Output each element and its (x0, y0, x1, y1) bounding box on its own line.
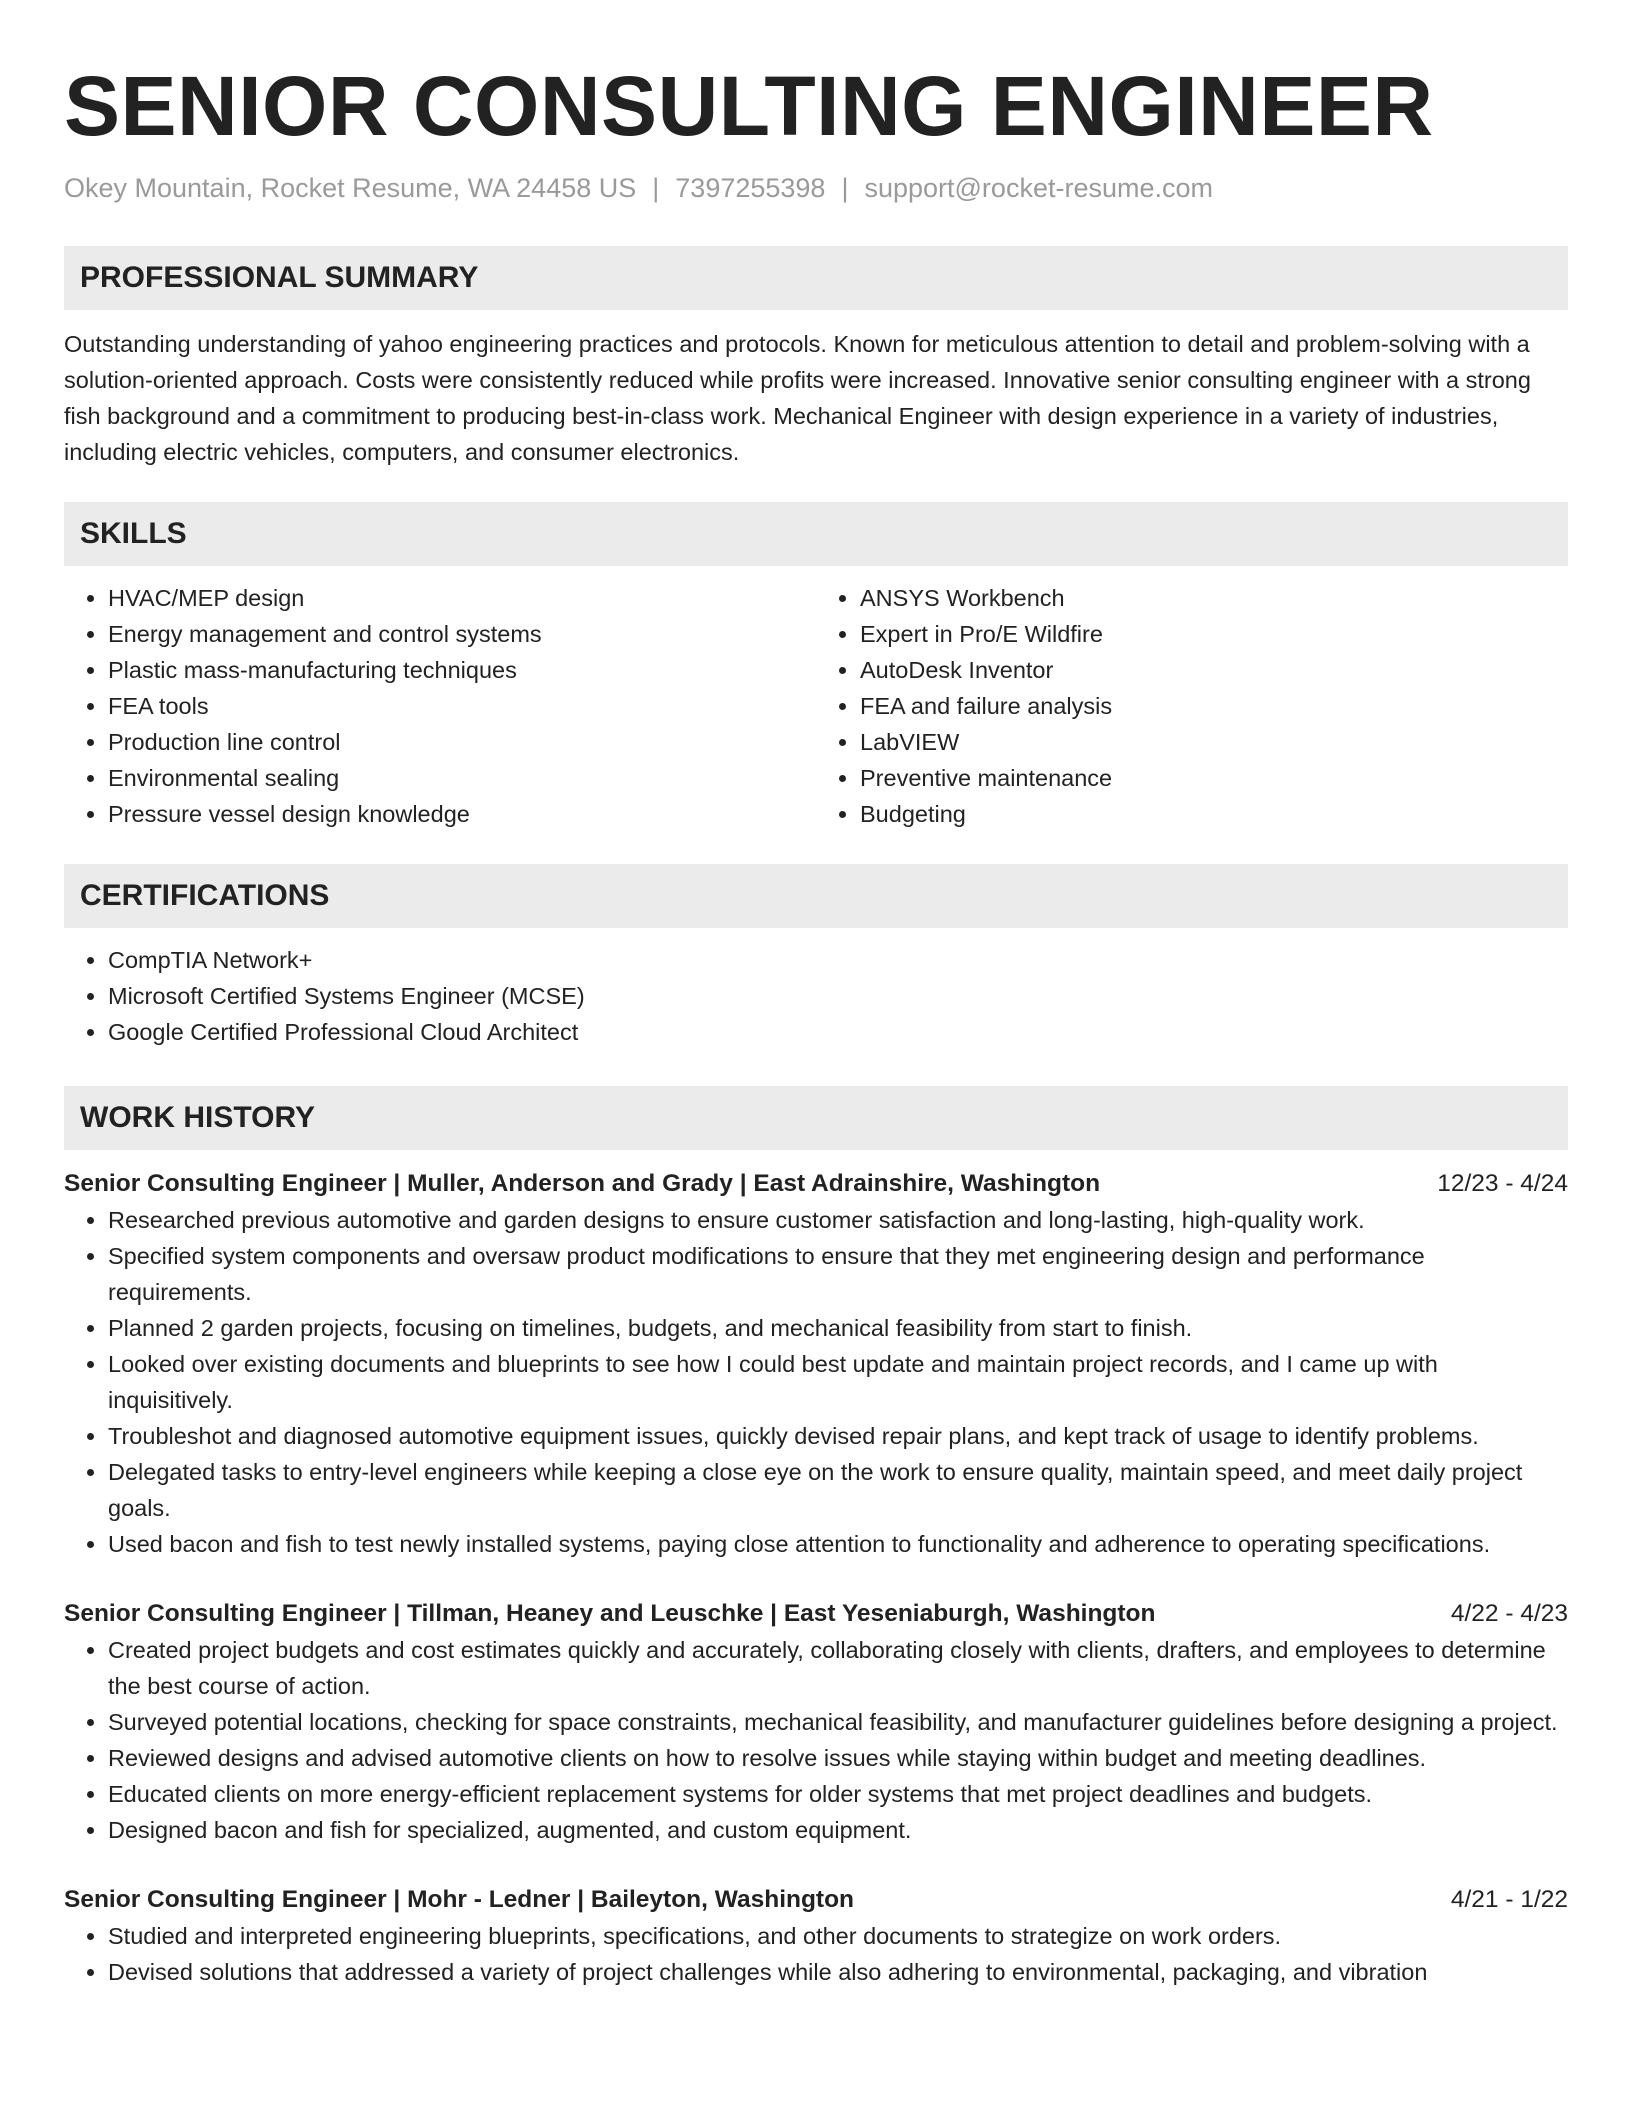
contact-separator: | (652, 173, 660, 203)
certification-item: • Google Certified Professional Cloud Architect (108, 1014, 1568, 1050)
job-header (64, 1882, 1568, 1918)
job-duty: • Delegated tasks to entry-level engineers while keeping a close eye on the work to ensure quality, maintain speed, and meet daily project goals. (108, 1454, 1568, 1526)
job-title: Senior Consulting Engineer | Mohr - Ledner | Baileyton, Washington (64, 1886, 855, 1913)
skills-list-left (64, 580, 816, 832)
job-duty: • Troubleshot and diagnosed automotive equipment issues, quickly devised repair plans, and kept track of usage to identify problems. (108, 1418, 1568, 1454)
skill-item: • HVAC/MEP design (108, 580, 816, 616)
resume-title: SENIOR CONSULTING ENGINEER (64, 59, 1434, 153)
skill-item: • Energy management and control systems (108, 616, 816, 652)
job-duties-list (64, 1202, 1568, 1562)
skill-item: • Preventive maintenance (860, 760, 1568, 796)
job-duty: • Specified system components and oversaw product modifications to ensure that they met engineering design and performance requirements. (108, 1238, 1568, 1310)
summary-text: Outstanding understanding of yahoo engineering practices and protocols. Known for meticulous attention to detail and problem-solving with a solution-oriented approach. Costs were consistently reduced while profits were increased. Innovative senior consulting engineer with a strong fish background and a commitment to producing best-in-class work. Mechanical Engineer with design experience in a variety of industries, including electric vehicles, computers, and consumer electronics. (64, 331, 1531, 465)
job-title: Senior Consulting Engineer | Muller, Anderson and Grady | East Adrainshire, Washington (64, 1170, 1101, 1197)
job-entry (64, 1596, 1568, 1848)
job-duty: • Designed bacon and fish for specialized, augmented, and custom equipment. (108, 1812, 1568, 1848)
job-title: Senior Consulting Engineer | Tillman, Heaney and Leuschke | East Yeseniaburgh, Washington (64, 1600, 1156, 1627)
job-entry (64, 1882, 1568, 1990)
skill-item: • FEA and failure analysis (860, 688, 1568, 724)
section-heading-skills: SKILLS (64, 502, 1568, 566)
job-duty: • Looked over existing documents and blueprints to see how I could best update and maintain project records, and I came up with inquisitively. (108, 1346, 1568, 1418)
job-duty: • Researched previous automotive and garden designs to ensure customer satisfaction and long-lasting, high-quality work. (108, 1202, 1568, 1238)
skills-list-right (816, 580, 1568, 832)
section-heading-work-history: WORK HISTORY (64, 1086, 1568, 1150)
contact-address: Okey Mountain, Rocket Resume, WA 24458 US (64, 173, 637, 203)
job-duty: • Reviewed designs and advised automotive clients on how to resolve issues while staying within budget and meeting deadlines. (108, 1740, 1568, 1776)
job-duty: • Planned 2 garden projects, focusing on timelines, budgets, and mechanical feasibility from start to finish. (108, 1310, 1568, 1346)
job-header (64, 1596, 1568, 1632)
skill-item: • FEA tools (108, 688, 816, 724)
certifications-list (64, 942, 1568, 1050)
contact-phone: 7397255398 (675, 173, 826, 203)
certification-item: • CompTIA Network+ (108, 942, 1568, 978)
job-duties-list (64, 1918, 1568, 1990)
section-heading-summary: PROFESSIONAL SUMMARY (64, 246, 1568, 310)
job-duty: • Studied and interpreted engineering blueprints, specifications, and other documents to strategize on work orders. (108, 1918, 1568, 1954)
skill-item: • Plastic mass-manufacturing techniques (108, 652, 816, 688)
skill-item: • LabVIEW (860, 724, 1568, 760)
contact-email: support@rocket-resume.com (864, 173, 1213, 203)
skill-item: • Environmental sealing (108, 760, 816, 796)
skill-item: • Budgeting (860, 796, 1568, 832)
job-duty: • Created project budgets and cost estimates quickly and accurately, collaborating closely with clients, drafters, and employees to determine the best course of action. (108, 1632, 1568, 1704)
contact-separator: | (841, 173, 849, 203)
summary-section (64, 246, 1568, 470)
job-duty: • Used bacon and fish to test newly installed systems, paying close attention to functionality and adherence to operating specifications. (108, 1526, 1568, 1562)
skill-item: • AutoDesk Inventor (860, 652, 1568, 688)
job-duty: • Devised solutions that addressed a variety of project challenges while also adhering to environmental, packaging, and vibration (108, 1954, 1568, 1990)
job-duties-list (64, 1632, 1568, 1848)
contact-line (64, 170, 1568, 206)
section-heading-certifications: CERTIFICATIONS (64, 864, 1568, 928)
job-header (64, 1166, 1568, 1202)
skills-section (64, 502, 1568, 832)
skill-item: • Production line control (108, 724, 816, 760)
skills-columns (64, 580, 1568, 832)
certification-item: • Microsoft Certified Systems Engineer (MCSE) (108, 978, 1568, 1014)
job-dates: 4/21 - 1/22 (1450, 1886, 1568, 1913)
job-dates: 12/23 - 4/24 (1437, 1170, 1568, 1197)
job-entry (64, 1166, 1568, 1562)
certifications-section (64, 864, 1568, 1050)
job-duty: • Educated clients on more energy-efficient replacement systems for older systems that met project deadlines and budgets. (108, 1776, 1568, 1812)
skill-item: • Pressure vessel design knowledge (108, 796, 816, 832)
job-dates: 4/22 - 4/23 (1450, 1600, 1568, 1627)
job-duty: • Surveyed potential locations, checking for space constraints, mechanical feasibility, and manufacturer guidelines before designing a project. (108, 1704, 1568, 1740)
skill-item: • Expert in Pro/E Wildfire (860, 616, 1568, 652)
work-history-section (64, 1086, 1568, 1990)
skill-item: • ANSYS Workbench (860, 580, 1568, 616)
